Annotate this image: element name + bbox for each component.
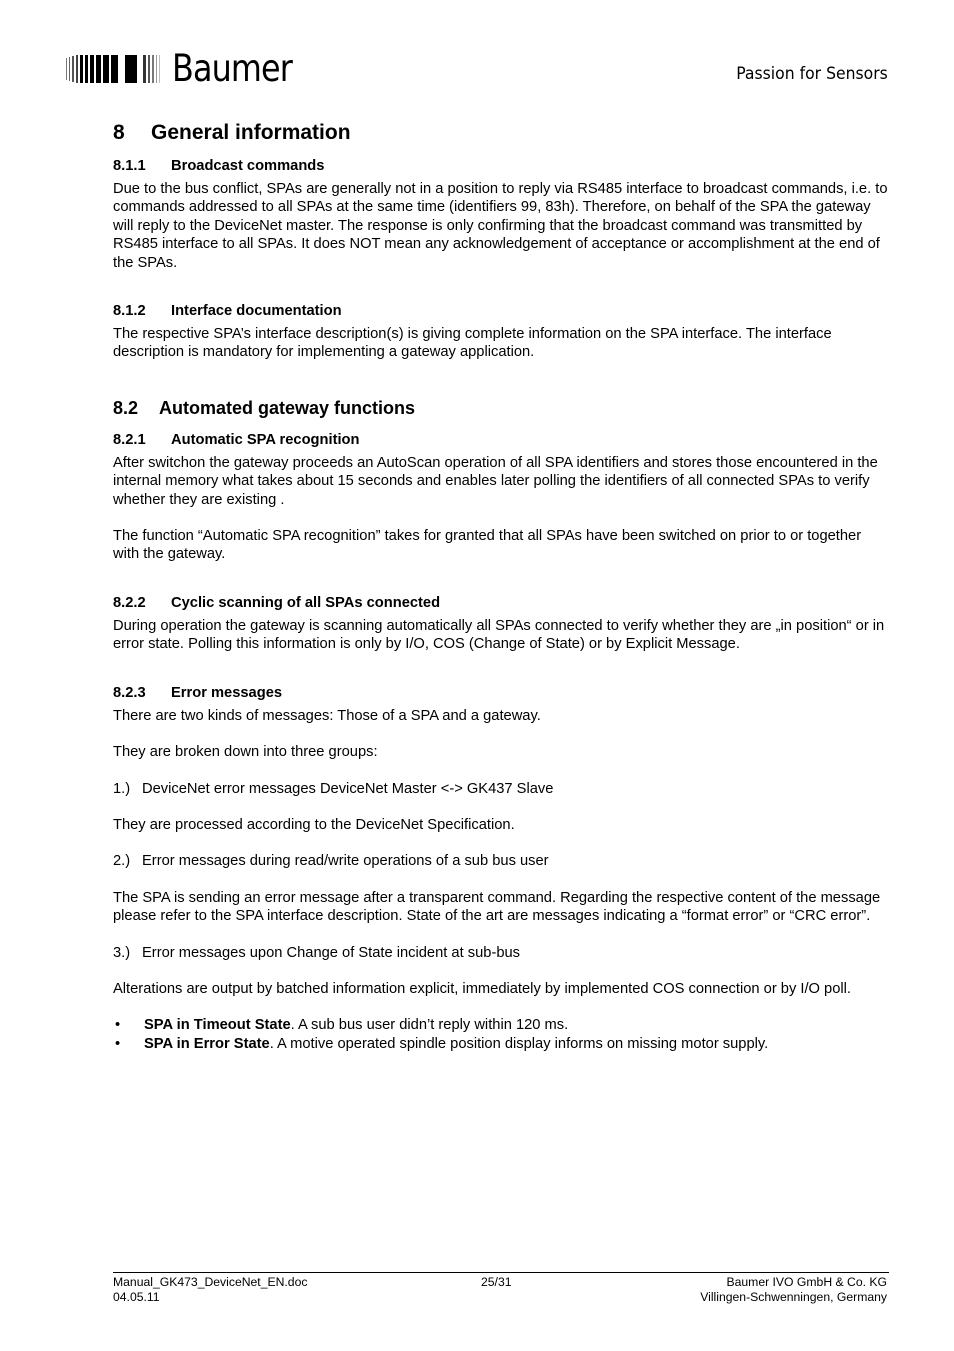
brand-tagline: Passion for Sensors (736, 64, 888, 84)
list-text: DeviceNet error messages DeviceNet Master <-> GK437 Slave (142, 780, 554, 797)
footer-divider (113, 1272, 889, 1273)
list-text: Error messages upon Change of State incident at sub-bus (142, 944, 521, 961)
error-groups-intro: They are broken down into three groups: (113, 744, 378, 761)
heading-number: 8.2.2 (113, 594, 146, 611)
page-content (113, 121, 889, 1054)
heading-error-messages (113, 684, 889, 702)
heading-number: 8.2 (113, 397, 139, 418)
heading-number: 8.2.3 (113, 684, 146, 701)
heading-number: 8.2.1 (113, 431, 146, 448)
baumer-logo-icon (66, 52, 162, 86)
heading-number: 8.1.2 (113, 303, 146, 320)
footer-location: Villingen-Schwenningen, Germany (700, 1290, 887, 1304)
list-item (113, 1035, 889, 1054)
barcode-stripes-logo-icon (66, 53, 162, 85)
bullet-icon: • (115, 1017, 121, 1034)
footer-right (700, 1275, 887, 1305)
heading-broadcast-commands (113, 157, 889, 175)
error-group-3 (113, 944, 889, 962)
list-item-text: . A motive operated spindle position display informs on missing motor supply. (269, 1036, 769, 1053)
error-messages-intro: There are two kinds of messages: Those of a SPA and a gateway. (113, 707, 541, 724)
error-group-2 (113, 852, 889, 870)
heading-number: 8.1.1 (113, 158, 146, 174)
error-group-3-description: Alterations are output by batched information explicit, immediately by implemented COS connection or by I/O poll. (113, 980, 852, 997)
cyclic-scanning-paragraph: During operation the gateway is scanning automatically all SPAs connected to verify whether they are „in position“ or in error state. Polling this information is only by I/O, COS (Change of State) or by Explicit Message. (113, 617, 885, 653)
heading-interface-documentation (113, 302, 889, 320)
heading-title: Cyclic scanning of all SPAs connected (171, 594, 441, 611)
brand-name: Baumer (172, 47, 292, 90)
heading-cyclic-scanning (113, 594, 889, 612)
heading-general-information (113, 121, 889, 145)
bullet-icon: • (115, 1036, 121, 1053)
error-group-1-description: They are processed according to the DeviceNet Specification. (113, 816, 515, 833)
footer-filename: Manual_GK473_DeviceNet_EN.doc (113, 1275, 308, 1289)
broadcast-commands-paragraph: Due to the bus conflict, SPAs are generally not in a position to reply via RS485 interface to broadcast commands, i.e. to commands addressed to all SPAs at the same time (identifiers 99, 83h). Therefore, on behalf of the SPA the gateway will reply to the DeviceNet master. The response is only confirming that the broadcast command was transmitted by RS485 interface to all SPAs. It does NOT mean any acknowledgement of acceptance or accomplishment at the end of the SPAs. (113, 181, 888, 271)
heading-title: Interface documentation (171, 303, 342, 320)
list-number: 1.) (113, 780, 131, 797)
error-group-2-description: The SPA is sending an error message after a transparent command. Regarding the respective content of the message please refer to the SPA interface description. State of the art are messages indicating a “format error” or “CRC error”. (113, 889, 881, 925)
heading-title: Automatic SPA recognition (171, 431, 360, 448)
heading-number: 8 (113, 121, 125, 144)
list-item-term: SPA in Error State (144, 1036, 270, 1053)
list-item-term: SPA in Timeout State (144, 1017, 291, 1034)
heading-title: General information (151, 121, 351, 144)
heading-automatic-spa-recognition (113, 431, 889, 449)
footer-left (113, 1275, 307, 1305)
list-number: 3.) (113, 944, 131, 961)
error-group-1 (113, 780, 889, 798)
list-text: Error messages during read/write operations of a sub bus user (142, 853, 549, 870)
heading-title: Broadcast commands (171, 158, 325, 174)
heading-title: Error messages (171, 684, 283, 701)
footer-page-number: 25/31 (481, 1275, 512, 1289)
footer-company: Baumer IVO GmbH & Co. KG (726, 1275, 887, 1289)
error-state-list (113, 1016, 889, 1054)
interface-documentation-paragraph: The respective SPA’s interface description(s) is giving complete information on the SPA interface. The interface description is mandatory for implementing a gateway application. (113, 326, 832, 361)
heading-title: Automated gateway functions (159, 397, 416, 418)
list-item (113, 1016, 889, 1035)
footer-date: 04.05.11 (113, 1290, 160, 1304)
auto-recognition-paragraph-1: After switchon the gateway proceeds an AutoScan operation of all SPA identifiers and stores those encountered in the internal memory what takes about 15 seconds and enables later polling the identifiers of all connected SPAs to verify whether they are existing . (113, 454, 878, 508)
list-number: 2.) (113, 853, 131, 870)
auto-recognition-paragraph-2: The function “Automatic SPA recognition” takes for granted that all SPAs have been switched on prior to or together with the gateway. (113, 528, 862, 563)
heading-automated-gateway-functions (113, 398, 889, 419)
list-item-text: . A sub bus user didn’t reply within 120 ms. (290, 1017, 569, 1034)
